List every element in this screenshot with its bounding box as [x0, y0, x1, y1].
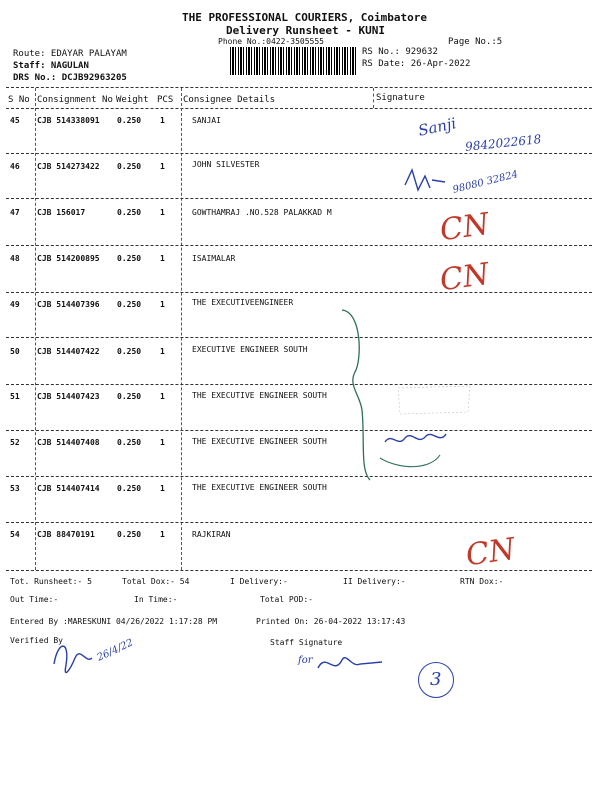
signature-46-phone: 98080 32824	[451, 169, 520, 196]
table-row-consignee: JOHN SILVESTER	[192, 160, 260, 169]
printed-on: Printed On: 26-04-2022 13:17:43	[256, 617, 406, 626]
table-row-weight: 0.250	[117, 162, 142, 171]
verified-by: Verified By	[10, 636, 63, 645]
table-row-sno: 46	[10, 162, 20, 171]
cn-mark: CN	[437, 206, 492, 249]
col-header-sno: S No	[8, 95, 30, 105]
rs-date: RS Date: 26-Apr-2022	[362, 59, 471, 69]
table-row-consignee: EXECUTIVE ENGINEER SOUTH	[192, 345, 308, 354]
table-row-consignment: CJB 88470191	[37, 530, 95, 539]
staff-signature-scribble	[318, 658, 382, 668]
drs-number: DRS No.: DCJB92963205	[13, 73, 127, 83]
verified-date: 26/4/22	[95, 637, 136, 664]
row-48-stamp-smudge	[398, 386, 470, 414]
table-row-sno: 50	[10, 347, 20, 356]
col-header-signature: Signature	[376, 93, 425, 103]
table-row-consignment: CJB 156017	[37, 208, 86, 217]
table-row-consignee: ISAIMALAR	[192, 254, 236, 263]
signature-52-scribble	[385, 434, 446, 442]
signature-45-phone: 9842022618	[464, 132, 542, 154]
table-row-consignee: THE EXECUTIVE ENGINEER SOUTH	[192, 391, 327, 400]
circled-number-text: 3	[430, 669, 442, 690]
table-row-consignment: CJB 514407408	[37, 438, 100, 447]
in-time: In Time:-	[134, 595, 178, 604]
table-row-consignment: CJB 514407396	[37, 300, 100, 309]
table-row-consignment: CJB 514273422	[37, 162, 100, 171]
table-row-sno: 49	[10, 300, 20, 309]
cn-mark: CN	[437, 256, 492, 299]
rs-number: RS No.: 929632	[362, 47, 438, 57]
table-row-weight: 0.250	[117, 438, 142, 447]
signature-46-scribble	[405, 170, 445, 190]
col-header-weight: Weight	[116, 95, 149, 105]
company-title: THE PROFESSIONAL COURIERS, Coimbatore	[182, 11, 428, 24]
runsheet-subtitle: Delivery Runsheet - KUNI	[226, 24, 385, 37]
table-row-consignee: SANJAI	[192, 116, 221, 125]
ii-delivery: II Delivery:-	[343, 577, 406, 586]
staff-signature-label: Staff Signature	[270, 638, 343, 647]
table-row-weight: 0.250	[117, 300, 142, 309]
rtn-dox: RTN Dox:-	[460, 577, 504, 586]
table-row-consignment: CJB 514200895	[37, 254, 100, 263]
table-row-sno: 51	[10, 392, 20, 401]
out-time: Out Time:-	[10, 595, 59, 604]
table-row-consignee: THE EXECUTIVE ENGINEER SOUTH	[192, 437, 327, 446]
table-row-sno: 53	[10, 484, 20, 493]
col-header-consignment: Consignment No	[37, 95, 113, 105]
route: Route: EDAYAR PALAYAM	[13, 49, 127, 59]
cn-mark: CN	[463, 531, 518, 574]
total-pod: Total POD:-	[260, 595, 313, 604]
table-row-pcs: 1	[160, 116, 165, 125]
table-row-pcs: 1	[160, 254, 165, 263]
signature-52-tail	[380, 455, 440, 467]
table-row-pcs: 1	[160, 438, 165, 447]
table-row-consignee: RAJKIRAN	[192, 530, 231, 539]
table-row-consignee: THE EXECUTIVE ENGINEER SOUTH	[192, 483, 327, 492]
table-row-consignment: CJB 514407414	[37, 484, 100, 493]
table-row-pcs: 1	[160, 530, 165, 539]
table-row-weight: 0.250	[117, 254, 142, 263]
signature-45: Sanji	[416, 114, 458, 140]
table-row-consignee: THE EXECUTIVEENGINEER	[192, 298, 294, 307]
table-row-sno: 47	[10, 208, 20, 217]
staff-signature-prefix: for	[298, 655, 313, 666]
bracket-stroke	[342, 310, 370, 480]
table-row-sno: 54	[10, 530, 20, 539]
table-row-consignee: GOWTHAMRAJ .NO.528 PALAKKAD M	[192, 208, 332, 217]
i-delivery: I Delivery:-	[230, 577, 288, 586]
col-header-consignee: Consignee Details	[183, 95, 276, 105]
table-row-pcs: 1	[160, 392, 165, 401]
table-row-pcs: 1	[160, 300, 165, 309]
total-runsheet: Tot. Runsheet:- 5	[10, 577, 92, 586]
table-row-sno: 45	[10, 116, 20, 125]
table-row-pcs: 1	[160, 208, 165, 217]
col-header-pcs: PCS	[157, 95, 174, 105]
total-dox: Total Dox:- 54	[122, 577, 190, 586]
table-row-pcs: 1	[160, 484, 165, 493]
table-row-pcs: 1	[160, 162, 165, 171]
table-row-weight: 0.250	[117, 392, 142, 401]
entered-by: Entered By :MARESKUNI 04/26/2022 1:17:28 PM	[10, 617, 218, 626]
table-row-pcs: 1	[160, 347, 165, 356]
table-row-consignment: CJB 514407422	[37, 347, 100, 356]
table-row-weight: 0.250	[117, 484, 142, 493]
page-number: Page No.:5	[448, 37, 503, 47]
table-row-weight: 0.250	[117, 208, 142, 217]
phone-number: Phone No.:0422-3505555	[218, 37, 324, 46]
staff: Staff: NAGULAN	[13, 61, 89, 71]
table-row-consignment: CJB 514338091	[37, 116, 100, 125]
verified-signature-scribble	[54, 646, 92, 672]
table-row-weight: 0.250	[117, 116, 142, 125]
table-row-weight: 0.250	[117, 530, 142, 539]
table-row-sno: 52	[10, 438, 20, 447]
table-row-weight: 0.250	[117, 347, 142, 356]
table-row-consignment: CJB 514407423	[37, 392, 100, 401]
table-row-sno: 48	[10, 254, 20, 263]
